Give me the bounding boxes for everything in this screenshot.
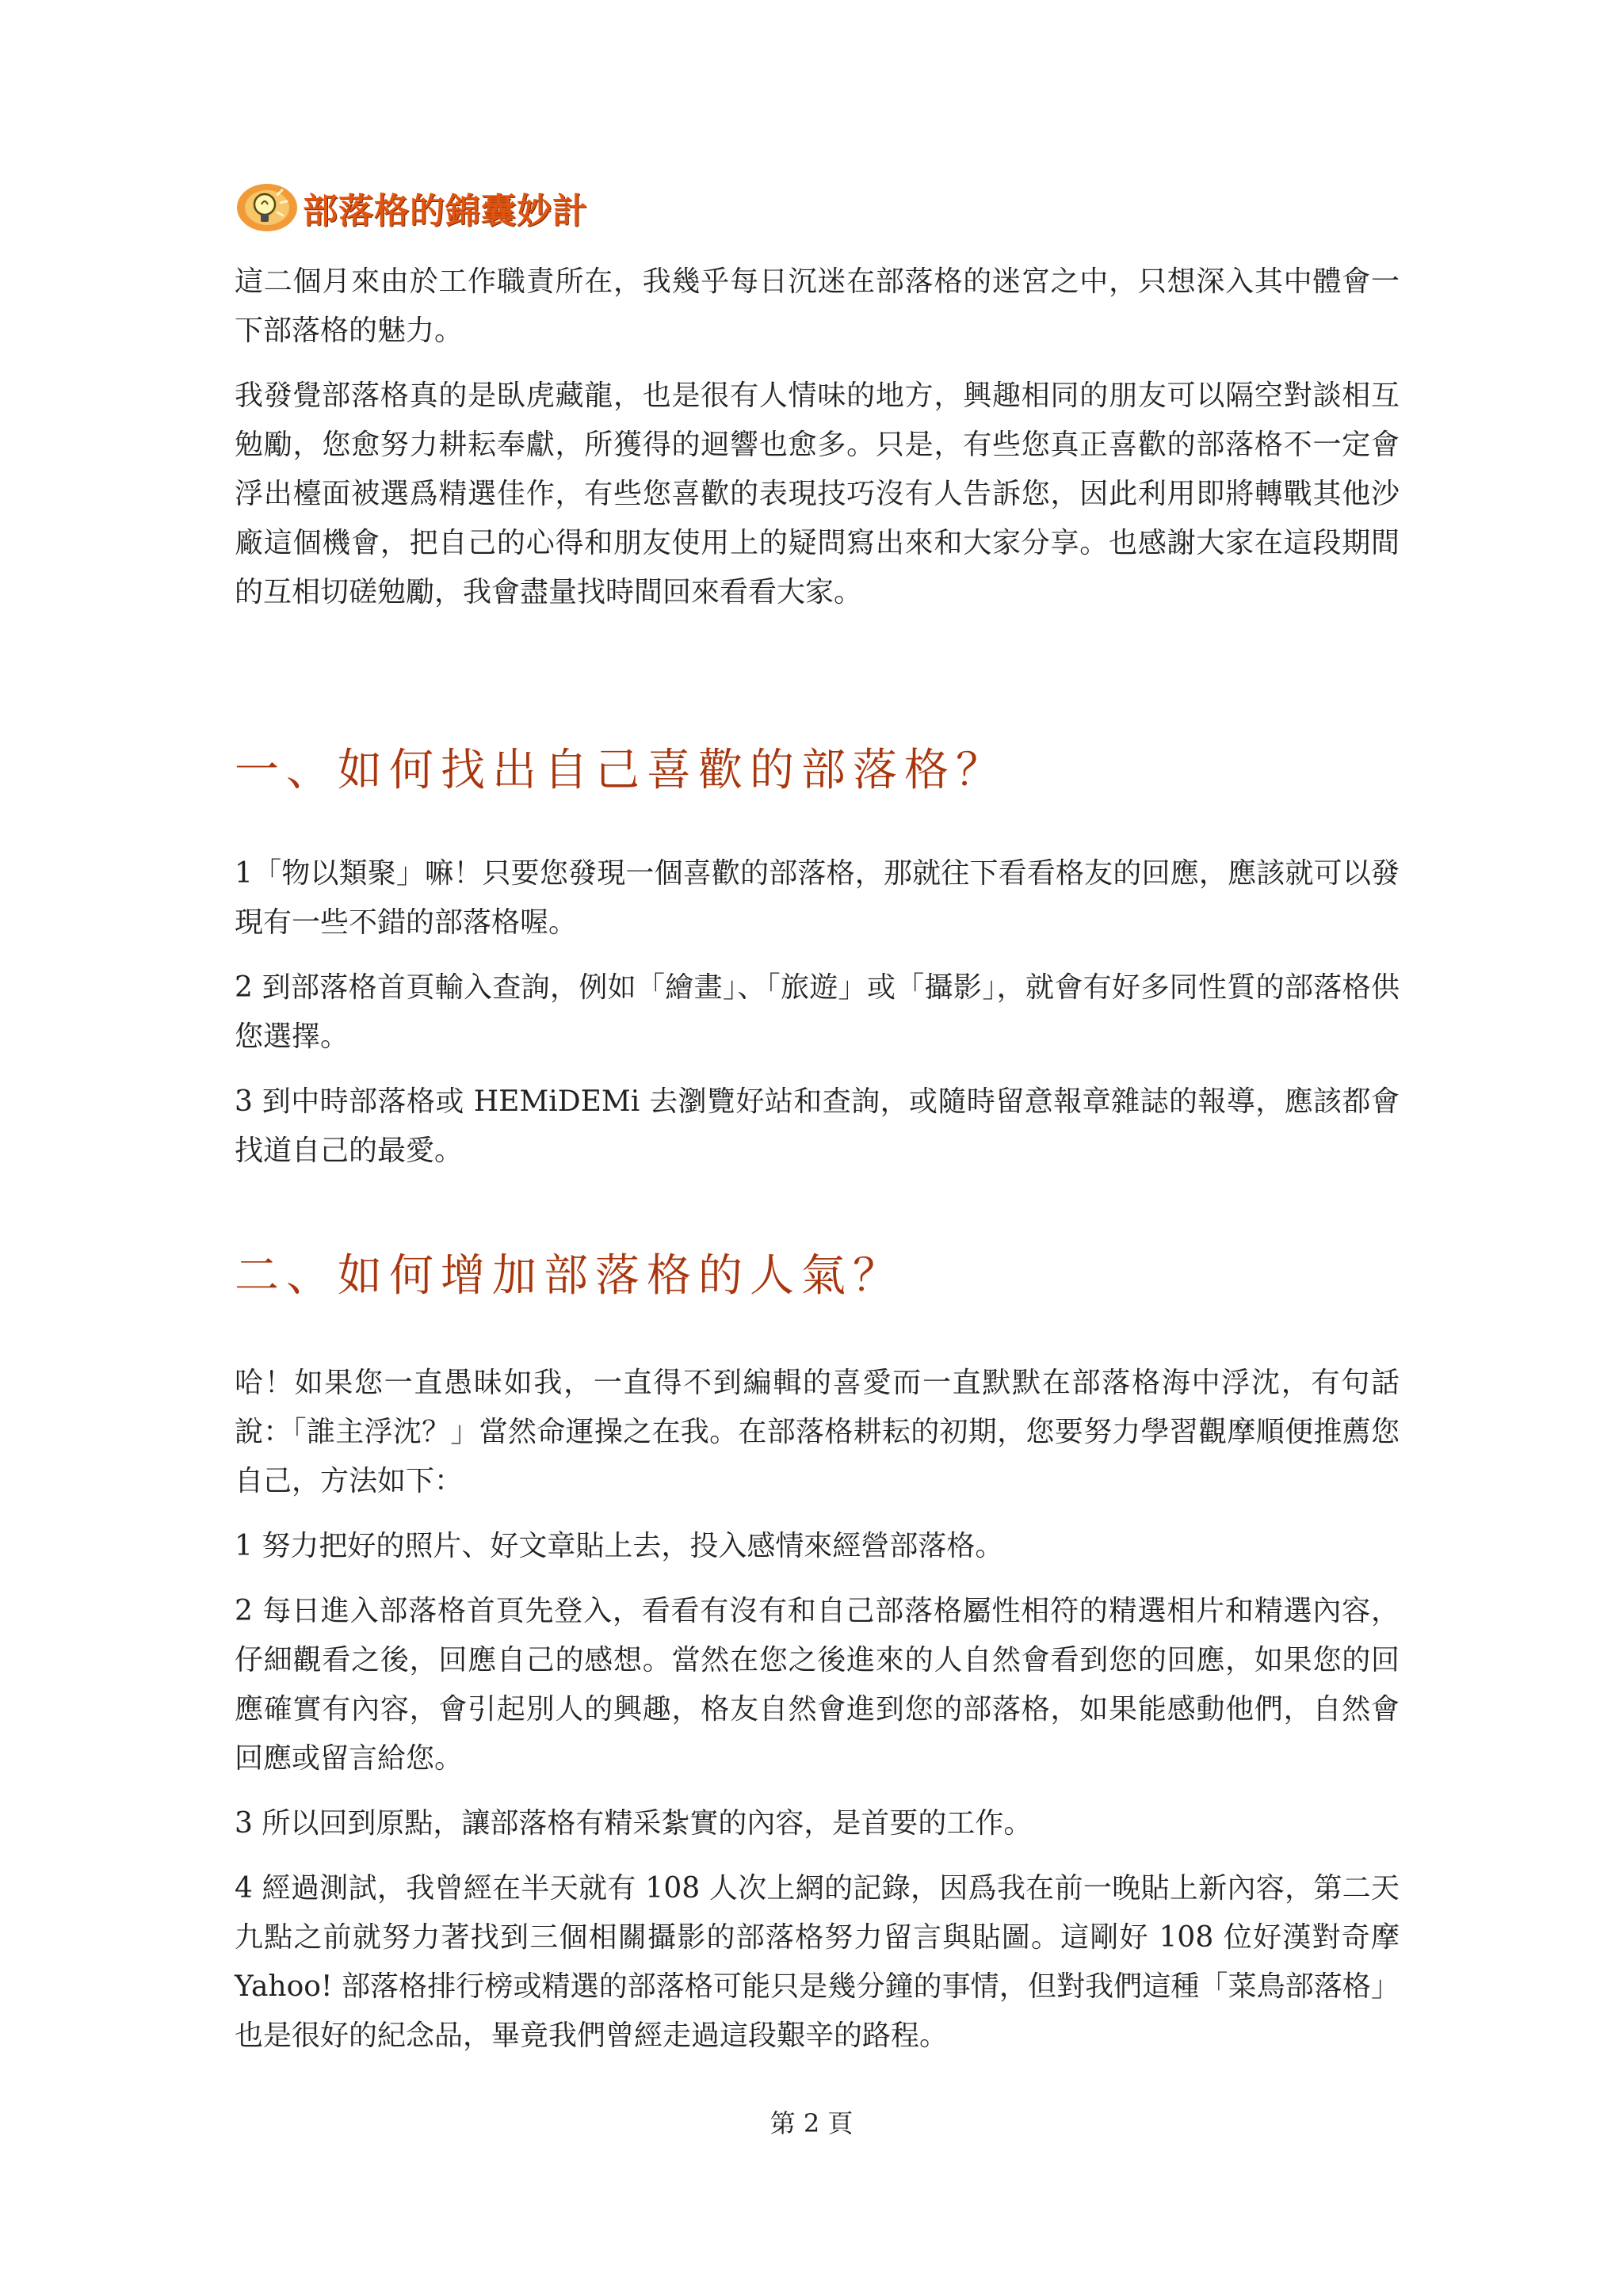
section-2-heading: 二、如何增加部落格的人氣？: [235, 1250, 904, 1302]
section-1-paragraph-2: 2 到部落格首頁輸入查詢，例如「繪畫」、「旅遊」或「攝影」，就會有好多同性質的部落格供您選擇。: [235, 971, 1400, 1053]
section-1-heading: 一、如何找出自己喜歡的部落格？: [235, 745, 1007, 796]
intro-paragraph-1: 這二個月來由於工作職責所在，我幾乎每日沉迷在部落格的迷宮之中，只想深入其中體會一下部落格的魅力。: [235, 265, 1400, 347]
page-number: 第 2 頁: [769, 2108, 854, 2138]
section-2-paragraph-3: 2 每日進入部落格首頁先登入，看看有沒有和自己部落格屬性相符的精選相片和精選內容，仔細觀看之後，回應自己的感想。當然在您之後進來的人自然會看到您的回應，如果您的回應確實有內容，會引起別人的興趣，格友自然會進到您的部落格，如果能感動他們，自然會回應或留言給您。: [235, 1595, 1400, 1775]
section-1-body: [235, 849, 1400, 1192]
section-2-paragraph-2: 1 努力把好的照片、好文章貼上去，投入感情來經營部落格。: [235, 1530, 1004, 1562]
banner: [235, 181, 588, 235]
section-2-paragraph-5: 4 經過測試，我曾經在半天就有 108 人次上網的記錄，因爲我在前一晚貼上新內容，第二天九點之前就努力著找到三個相關攝影的部落格努力留言與貼圖。這剛好 108 位好漢對奇摩 Yahoo! 部落格排行榜或精選的部落格可能只是幾分鐘的事情，但對我們這種「菜鳥部落格」也是很好的紀念品，畢竟我們曾經走過這段艱辛的路程。: [235, 1872, 1400, 2052]
intro-section: [235, 257, 1400, 633]
section-1-paragraph-1: 1「物以類聚」嘛！只要您發現一個喜歡的部落格，那就往下看看格友的回應，應該就可以發現有一些不錯的部落格喔。: [235, 857, 1400, 939]
banner-title: 部落格的錦囊妙計: [303, 191, 588, 231]
section-2-paragraph-4: 3 所以回到原點，讓部落格有精采紮實的內容，是首要的工作。: [235, 1807, 1033, 1840]
section-2-body: [235, 1359, 1400, 2077]
intro-paragraph-2: 我發覺部落格真的是臥虎藏龍，也是很有人情味的地方，興趣相同的朋友可以隔空對談相互勉勵，您愈努力耕耘奉獻，所獲得的迴響也愈多。只是，有些您真正喜歡的部落格不一定會浮出檯面被選爲精選佳作，有些您喜歡的表現技巧沒有人告訴您，因此利用即將轉戰其他沙廠這個機會，把自己的心得和朋友使用上的疑問寫出來和大家分享。也感謝大家在這段期間的互相切磋勉勵，我會盡量找時間回來看看大家。: [235, 379, 1400, 608]
lightbulb-icon: [235, 181, 300, 235]
section-2-paragraph-1: 哈！如果您一直愚昧如我，一直得不到編輯的喜愛而一直默默在部落格海中浮沈，有句話說：「誰主浮沈？」當然命運操之在我。在部落格耕耘的初期，您要努力學習觀摩順便推薦您自己，方法如下：: [235, 1367, 1400, 1497]
section-1-paragraph-3: 3 到中時部落格或 HEMiDEMi 去瀏覽好站和查詢，或隨時留意報章雜誌的報導，應該都會找道自己的最愛。: [235, 1085, 1400, 1167]
